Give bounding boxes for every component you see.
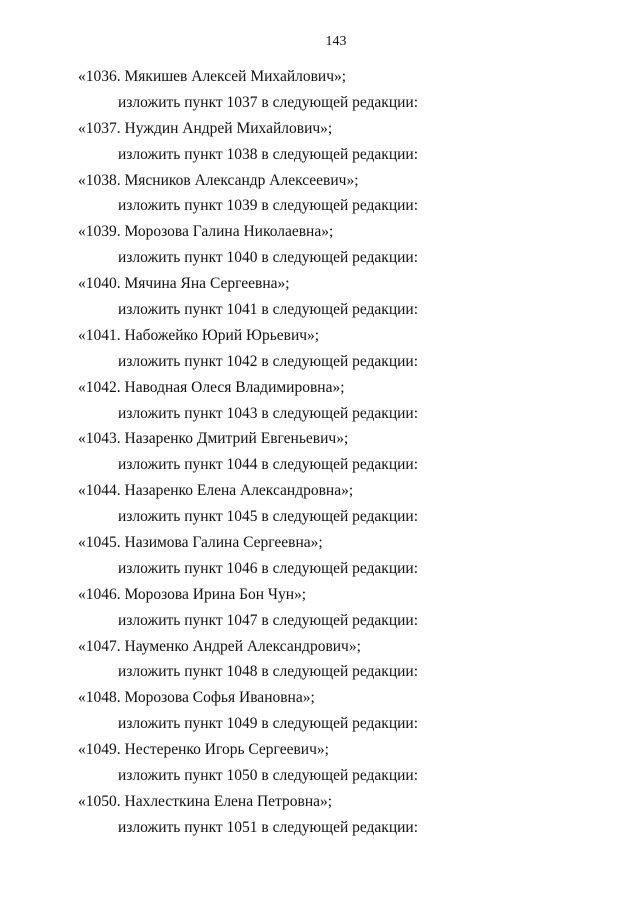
list-entry: «1049. Нестеренко Игорь Сергеевич»; <box>78 741 329 759</box>
list-entry: «1038. Мясников Александр Алексеевич»; <box>78 171 359 189</box>
list-entry: «1037. Нуждин Андрей Михайлович»; <box>78 119 333 137</box>
list-entry: «1047. Науменко Андрей Александрович»; <box>78 637 361 655</box>
list-entry: «1036. Мякишев Алексей Михайлович»; <box>78 68 347 85</box>
list-entry: «1042. Наводная Олеся Владимировна»; <box>78 378 345 396</box>
amendment-instruction: изложить пункт 1048 в следующей редакции: <box>118 663 419 681</box>
amendment-instruction: изложить пункт 1043 в следующей редакции: <box>118 404 419 422</box>
amendment-instruction: изложить пункт 1038 в следующей редакции: <box>118 145 419 163</box>
amendment-instruction: изложить пункт 1049 в следующей редакции: <box>118 715 419 733</box>
list-entry: «1045. Назимова Галина Сергеевна»; <box>78 534 323 552</box>
amendment-instruction: изложить пункт 1045 в следующей редакции: <box>118 508 419 526</box>
list-entry: «1041. Набожейко Юрий Юрьевич»; <box>78 326 320 344</box>
list-entry: «1048. Морозова Софья Ивановна»; <box>78 689 315 707</box>
list-entry: «1050. Нахлесткина Елена Петровна»; <box>78 792 333 810</box>
list-entry: «1044. Назаренко Елена Александровна»; <box>78 482 354 500</box>
amendment-instruction: изложить пункт 1040 в следующей редакции: <box>118 249 419 267</box>
amendment-instruction: изложить пункт 1046 в следующей редакции: <box>118 559 419 577</box>
amendment-instruction: изложить пункт 1044 в следующей редакции: <box>118 456 419 474</box>
document-body <box>0 64 640 841</box>
amendment-instruction: изложить пункт 1051 в следующей редакции: <box>118 818 419 836</box>
list-entry: «1046. Морозова Ирина Бон Чун»; <box>78 585 307 603</box>
amendment-instruction: изложить пункт 1041 в следующей редакции: <box>118 301 419 319</box>
list-entry: «1043. Назаренко Дмитрий Евгеньевич»; <box>78 430 349 448</box>
list-entry: «1040. Мячина Яна Сергеевна»; <box>78 275 290 293</box>
amendment-instruction: изложить пункт 1042 в следующей редакции: <box>118 352 419 370</box>
amendment-instruction: изложить пункт 1039 в следующей редакции: <box>118 197 419 215</box>
list-entry: «1039. Морозова Галина Николаевна»; <box>78 223 334 241</box>
amendment-instruction: изложить пункт 1050 в следующей редакции: <box>118 767 419 785</box>
amendment-instruction: изложить пункт 1047 в следующей редакции: <box>118 611 419 629</box>
amendment-instruction: изложить пункт 1037 в следующей редакции: <box>118 93 419 111</box>
page-number: 143 <box>325 34 347 49</box>
